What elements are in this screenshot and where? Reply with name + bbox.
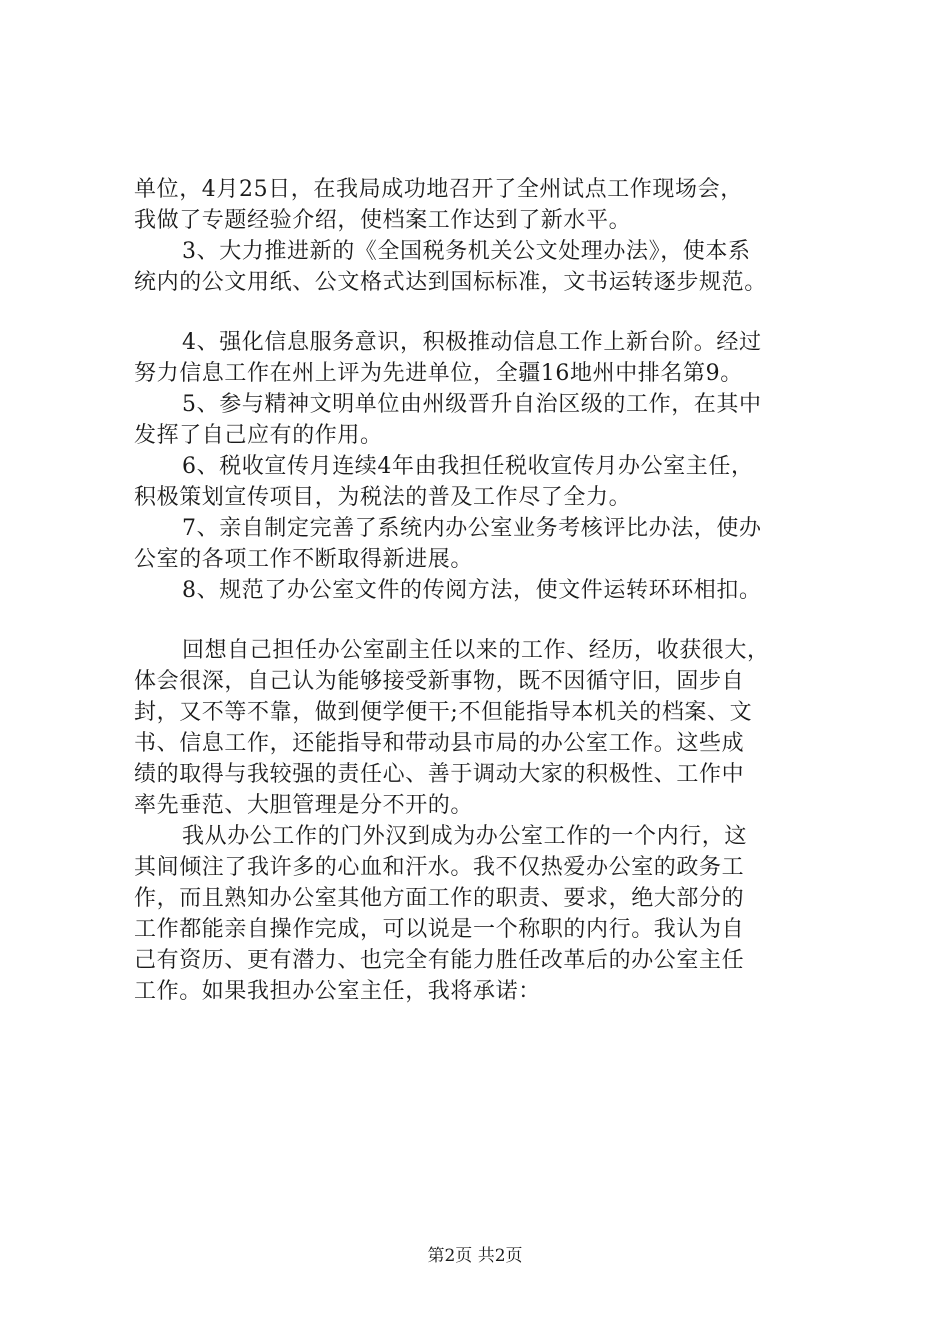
paragraph-gap [134, 298, 850, 327]
text-line: 5、参与精神文明单位由州级晋升自治区级的工作，在其中 [182, 392, 762, 417]
text-line: 8、规范了办公室文件的传阅方法，使文件运转环环相扣。 [182, 578, 762, 603]
text-line: 4、强化信息服务意识，积极推动信息工作上新台阶。经过 [182, 330, 762, 355]
text-line: 统内的公文用纸、公文格式达到国标标准，文书运转逐步规范。 [134, 270, 767, 295]
text-line: 己有资历、更有潜力、也完全有能力胜任改革后的办公室主任 [134, 948, 745, 973]
text-line: 我从办公工作的门外汉到成为办公室工作的一个内行，这 [182, 824, 748, 849]
text-line: 发挥了自己应有的作用。 [134, 423, 383, 448]
text-line: 7、亲自制定完善了系统内办公室业务考核评比办法，使办 [182, 516, 762, 541]
text-line: 单位，4月25日，在我局成功地召开了全州试点工作现场会， [134, 177, 743, 202]
text-line: 我做了专题经验介绍，使档案工作达到了新水平。 [134, 208, 632, 233]
text-line: 公室的各项工作不断取得新进展。 [134, 547, 474, 572]
text-line: 工作。如果我担办公室主任，我将承诺： [134, 979, 541, 1004]
page-number-footer: 第2页 共2页 [427, 1246, 523, 1266]
text-line: 体会很深，自己认为能够接受新事物，既不因循守旧，固步自 [134, 669, 745, 694]
text-line: 作，而且熟知办公室其他方面工作的职责、要求，绝大部分的 [134, 886, 745, 911]
document-body [134, 174, 850, 1007]
text-line: 6、税收宣传月连续4年由我担任税收宣传月办公室主任， [182, 454, 754, 479]
text-line: 率先垂范、大胆管理是分不开的。 [134, 793, 474, 818]
text-line: 回想自己担任办公室副主任以来的工作、经历，收获很大， [182, 638, 770, 663]
text-line: 努力信息工作在州上评为先进单位，全疆16地州中排名第9。 [134, 361, 743, 386]
text-line: 绩的取得与我较强的责任心、善于调动大家的积极性、工作中 [134, 762, 745, 787]
text-line: 工作都能亲自操作完成，可以说是一个称职的内行。我认为自 [134, 917, 745, 942]
text-line: 积极策划宣传项目，为税法的普及工作尽了全力。 [134, 485, 632, 510]
text-line: 封，又不等不靠，做到便学便干;不但能指导本机关的档案、文 [134, 700, 753, 725]
text-line: 书、信息工作，还能指导和带动县市局的办公室工作。这些成 [134, 731, 745, 756]
paragraph-gap [134, 606, 850, 635]
text-line: 3、大力推进新的《全国税务机关公文处理办法》，使本系 [182, 239, 751, 264]
text-line: 其间倾注了我许多的心血和汗水。我不仅热爱办公室的政务工 [134, 855, 745, 880]
